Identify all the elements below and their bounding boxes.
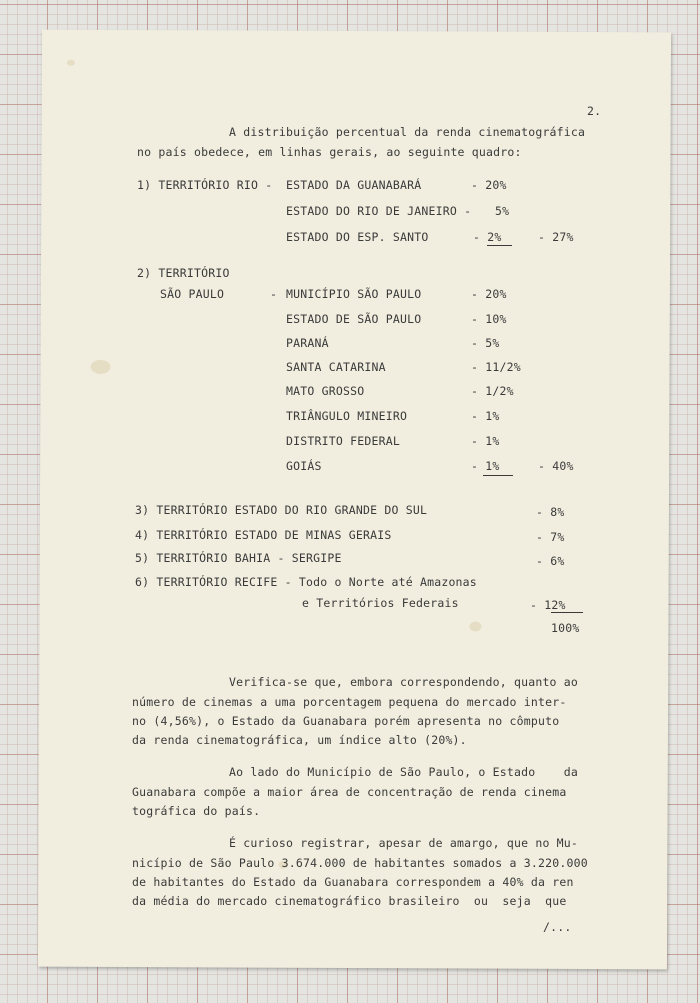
territory-row-name: ESTADO DE SÃO PAULO: [286, 312, 422, 326]
intro-line-1: A distribuição percentual da renda cinematográfica: [229, 125, 586, 139]
territory-row-value: - 11/2%: [471, 360, 521, 374]
territory-5-label: 5) TERRITÓRIO BAHIA - SERGIPE: [135, 551, 342, 565]
paragraph-3-line: de habitantes do Estado da Guanabara correspondem a 40% da ren: [132, 875, 574, 889]
territory-6-label: 6) TERRITÓRIO RECIFE - Todo o Norte até Amazonas: [135, 575, 477, 589]
territory-1-label: 1) TERRITÓRIO RIO -: [137, 178, 273, 192]
territory-row-value: - 20%: [471, 178, 507, 192]
territory-2-dash: -: [270, 287, 278, 301]
territory-3-label: 3) TERRITÓRIO ESTADO DO RIO GRANDE DO SUL: [135, 503, 428, 517]
territory-row-value: - 5%: [471, 336, 500, 350]
territory-3-total: - 8%: [536, 505, 565, 519]
paragraph-2-line: tográfica do país.: [132, 804, 261, 818]
paragraph-1-line: número de cinemas a uma porcentagem pequena do mercado inter-: [132, 695, 567, 709]
paragraph-3-line: É curioso registrar, apesar de amargo, que no Mu-: [229, 836, 579, 850]
paper-stain: [469, 622, 481, 632]
document-page: [38, 30, 671, 970]
territory-row-value: - 1%: [471, 459, 500, 473]
paragraph-1-line: no (4,56%), o Estado da Guanabara porém apresenta no cômputo: [132, 714, 560, 728]
intro-line-2: no país obedece, em linhas gerais, ao seguinte quadro:: [137, 145, 522, 159]
territory-row-value: 5%: [495, 204, 510, 218]
territory-row-name: MUNICÍPIO SÃO PAULO: [286, 287, 422, 301]
territory-row-value: - 1/2%: [471, 384, 514, 398]
paper-stain: [67, 60, 75, 66]
page-number: 2.: [587, 104, 602, 118]
territory-row-name: ESTADO DA GUANABARÁ: [286, 178, 422, 192]
territory-row-value: - 1%: [471, 409, 500, 423]
territory-row-value: - 1%: [471, 434, 500, 448]
territory-row-name: MATO GROSSO: [286, 384, 365, 398]
paragraph-3-line: da média do mercado cinematográfico brasileiro ou seja que: [132, 894, 567, 908]
territory-5-total: - 6%: [536, 554, 565, 568]
territory-row-value: - 2%: [473, 230, 502, 244]
continuation-mark: /...: [543, 920, 572, 934]
territory-row-name: GOIÁS: [286, 459, 322, 473]
territory-4-total: - 7%: [536, 530, 565, 544]
grand-total: 100%: [551, 621, 580, 635]
territory-2-total: - 40%: [538, 459, 574, 473]
territory-row-name: TRIÂNGULO MINEIRO: [286, 409, 408, 423]
territory-6-total: - 12%: [530, 598, 566, 612]
territory-4-label: 4) TERRITÓRIO ESTADO DE MINAS GERAIS: [135, 528, 392, 542]
territory-row-name: ESTADO DO RIO DE JANEIRO -: [286, 204, 472, 218]
total-underline: [551, 612, 583, 613]
paragraph-1-line: da renda cinematográfica, um índice alto (20%).: [132, 733, 467, 747]
paragraph-1-line: Verifica-se que, embora correspondendo, quanto ao: [229, 675, 579, 689]
paragraph-2-line: Ao lado do Município de São Paulo, o Estado da: [229, 765, 579, 779]
territory-row-name: PARANÁ: [286, 336, 329, 350]
subtotal-underline: [487, 245, 512, 246]
paragraph-2-line: Guanabara compõe a maior área de concentração de renda cinema: [132, 785, 567, 799]
territory-2-label: 2) TERRITÓRIO: [137, 266, 230, 280]
paragraph-3-line: nicípio de São Paulo 3.674.000 de habitantes somados a 3.220.000: [132, 856, 588, 870]
territory-2-label-cont: SÃO PAULO: [160, 287, 225, 301]
territory-row-name: SANTA CATARINA: [286, 360, 386, 374]
territory-row-name: DISTRITO FEDERAL: [286, 434, 400, 448]
territory-1-total: - 27%: [538, 230, 574, 244]
territory-row-name: ESTADO DO ESP. SANTO: [286, 230, 429, 244]
territory-row-value: - 10%: [471, 312, 507, 326]
subtotal-underline: [483, 475, 513, 476]
territory-6-label-cont: e Territórios Federais: [302, 596, 459, 610]
territory-row-value: - 20%: [471, 287, 507, 301]
paper-stain: [91, 360, 111, 374]
